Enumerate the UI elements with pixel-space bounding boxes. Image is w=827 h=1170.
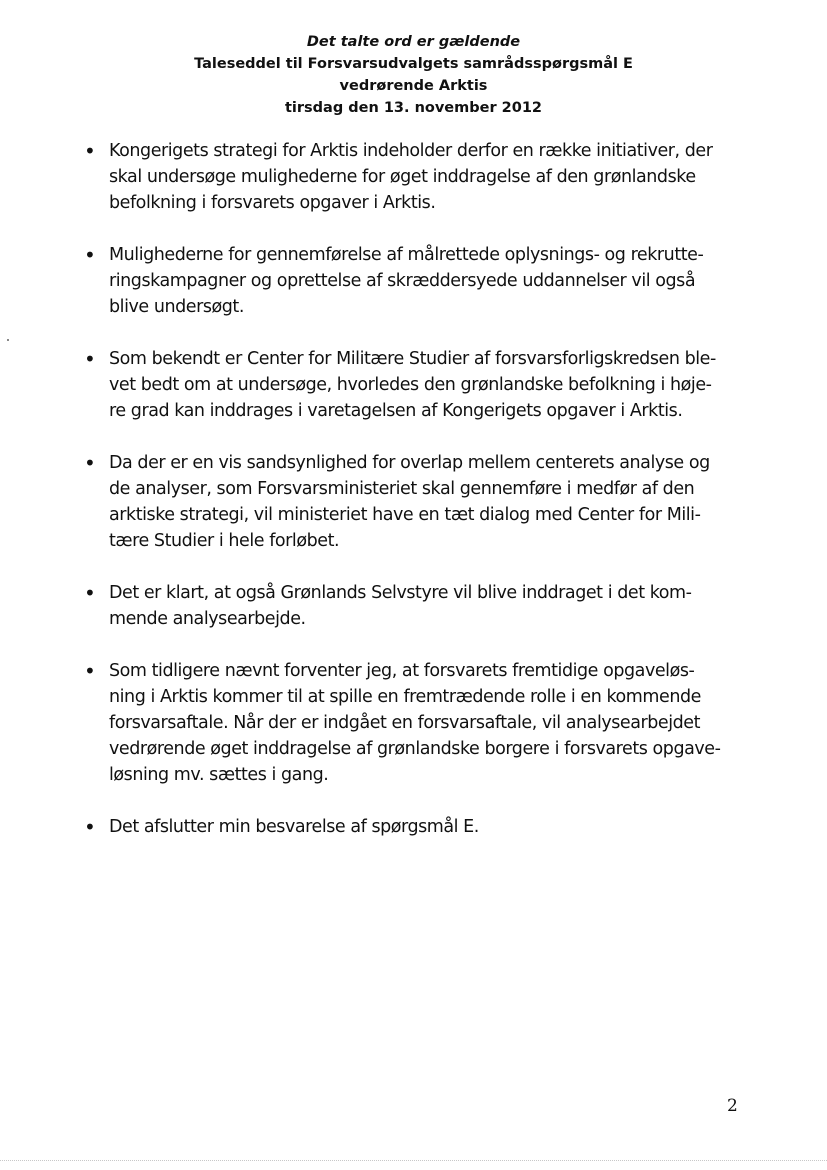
bullet-text: Mulighederne for gennemførelse af målrettede oplysnings- og rekrutte- ringskampagner og oprettelse af skræddersyede uddannelser vil også blive undersøgt. (109, 245, 704, 317)
header-disclaimer: Det talte ord er gældende (306, 34, 521, 50)
bullet-item (0, 242, 827, 320)
bullet-icon: • (84, 243, 96, 267)
bullet-list (0, 138, 827, 866)
bullet-icon: • (84, 451, 96, 475)
bullet-item (0, 346, 827, 424)
bullet-text: Da der er en vis sandsynlighed for overlap mellem centerets analyse og de analyser, som Forsvarsministeriet skal gennemføre i medfør af den arktiske strategi, vil ministeriet have en tæt dialog med Center for Mili- tære Studier i hele forløbet. (109, 453, 710, 551)
document-header (0, 31, 827, 119)
bullet-text: Som tidligere nævnt forventer jeg, at forsvarets fremtidige opgaveløs- ning i Arktis kommer til at spille en fremtrædende rolle i en kommende forsvarsaftale. Når der er indgået en forsvarsaftale, vil analysearbejdet vedrørende øget inddragelse af grønlandske borgere i forsvarets opgave- løsning mv. sættes i gang. (109, 661, 721, 785)
bullet-item (0, 658, 827, 788)
bullet-icon: • (84, 659, 96, 683)
bullet-text: Som bekendt er Center for Militære Studier af forsvarsforligskredsen ble- vet bedt om at undersøge, hvorledes den grønlandske befolkning i høje- re grad kan inddrages i varetagelsen af Kongerigets opgaver i Arktis. (109, 349, 716, 421)
header-title: Taleseddel til Forsvarsudvalgets samrådsspørgsmål E (194, 56, 633, 72)
bullet-text: Det er klart, at også Grønlands Selvstyre vil blive inddraget i det kom- mende analysearbejde. (109, 583, 692, 629)
bullet-text: Det afslutter min besvarelse af spørgsmål E. (109, 817, 479, 837)
bullet-item (0, 450, 827, 554)
bullet-item (0, 580, 827, 632)
bullet-icon: • (84, 139, 96, 163)
page-bottom-divider (0, 1160, 827, 1161)
page-number: 2 (727, 1096, 738, 1116)
bullet-icon: • (84, 815, 96, 839)
bullet-item (0, 138, 827, 216)
bullet-icon: • (84, 347, 96, 371)
bullet-text: Kongerigets strategi for Arktis indeholder derfor en række initiativer, der skal undersøge mulighederne for øget inddragelse af den grønlandske befolkning i forsvarets opgaver i Arktis. (109, 141, 713, 213)
header-subject: vedrørende Arktis (339, 78, 488, 94)
bullet-item (0, 814, 827, 840)
bullet-icon: • (84, 581, 96, 605)
header-date: tirsdag den 13. november 2012 (284, 100, 543, 116)
